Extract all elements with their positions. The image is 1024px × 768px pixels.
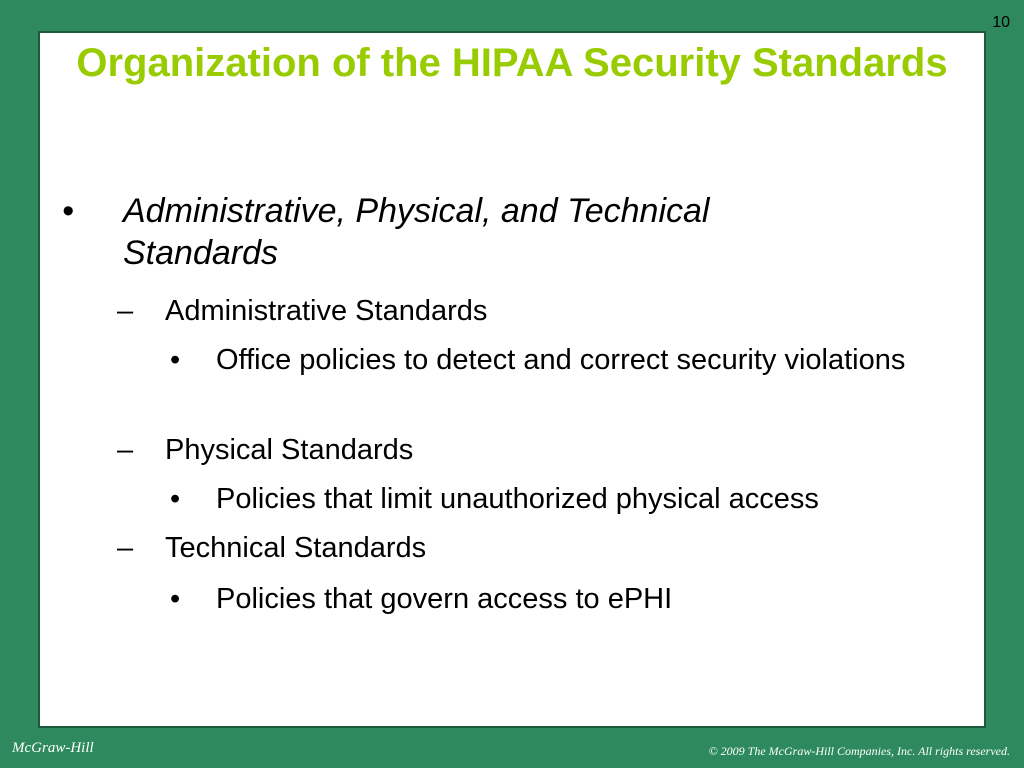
publisher-logo-text: McGraw-Hill [12,740,94,756]
copyright-notice: © 2009 The McGraw-Hill Companies, Inc. All rights reserved. [708,744,1010,758]
bullet-text: Physical Standards [165,434,414,466]
slide-number: 10 [992,14,1010,31]
bullet-text: Administrative, Physical, and Technical Standards [123,192,710,272]
bullet-dash-icon: – [117,434,134,466]
bullet-text: Policies that govern access to ePHI [216,583,673,615]
bullet-dot-icon: • [170,344,181,376]
slide-title: Organization of the HIPAA Security Standards [76,41,948,85]
bullet-dot-icon: • [170,583,181,615]
bullet-dot-icon: • [170,483,181,515]
slide-panel [38,31,986,728]
bullet-text: Technical Standards [165,532,427,564]
bullet-dash-icon: – [117,532,134,564]
bullet-text: Policies that limit unauthorized physical access [216,483,819,515]
bullet-text: Office policies to detect and correct security violations [216,344,906,376]
bullet-dash-icon: – [117,295,134,327]
bullet-text: Administrative Standards [165,295,488,327]
bullet-dot-icon: • [62,192,74,230]
